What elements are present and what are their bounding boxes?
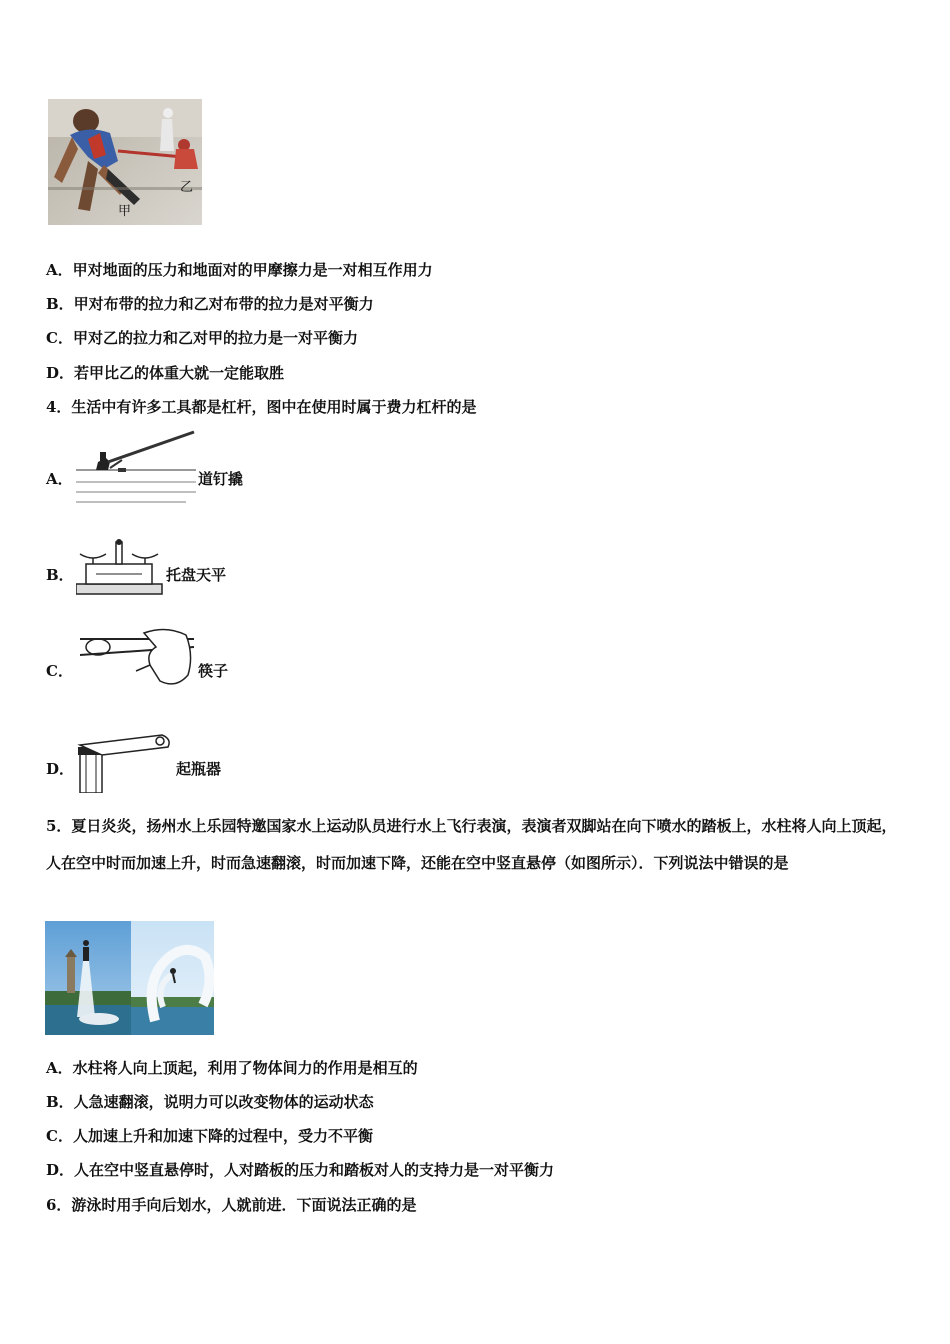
bottle-opener-icon xyxy=(76,731,186,797)
q3-option-b: B．甲对布带的拉力和乙对布带的拉力是对平衡力 xyxy=(46,295,374,313)
q5-option-a: A．水柱将人向上顶起，利用了物体间力的作用是相互的 xyxy=(46,1059,418,1077)
q5-option-c: C．人加速上升和加速下降的过程中，受力不平衡 xyxy=(46,1127,373,1145)
q5-stem: 5．夏日炎炎，扬州水上乐园特邀国家水上运动队员进行水上飞行表演，表演者双脚站在向下喷水的踏板上，水柱将人向上顶起，人在空中时而加速上升，时而急速翻滚，时而加速下降，还能在空中竖直悬停（如图所示）．下列说法中错误的是 xyxy=(46,817,897,872)
crowbar-icon xyxy=(76,430,201,514)
label-yi: 乙 xyxy=(180,180,194,195)
q4-option-a-name: 道钉撬 xyxy=(198,470,244,488)
q3-option-d: D．若甲比乙的体重大就一定能取胜 xyxy=(46,364,285,382)
q4-option-b-name: 托盘天平 xyxy=(166,566,227,584)
q4-option-d-name: 起瓶器 xyxy=(176,760,222,778)
q4-option-d xyxy=(46,725,346,795)
balance-icon xyxy=(76,538,166,602)
q5-option-d: D．人在空中竖直悬停时，人对踏板的压力和踏板对人的支持力是一对平衡力 xyxy=(46,1161,555,1179)
q4-stem: 4．生活中有许多工具都是杠杆，图中在使用时属于费力杠杆的是 xyxy=(46,398,477,416)
q4-option-a xyxy=(46,430,346,500)
q3-option-a: A．甲对地面的压力和地面对的甲摩擦力是一对相互作用力 xyxy=(46,261,433,279)
q4-option-b xyxy=(46,530,346,600)
label-jia: 甲 xyxy=(118,204,132,219)
q4-option-a-letter: A． xyxy=(46,470,73,488)
q6-stem: 6．游泳时用手向后划水，人就前进．下面说法正确的是 xyxy=(46,1196,417,1214)
q3-option-c: C．甲对乙的拉力和乙对甲的拉力是一对平衡力 xyxy=(46,329,358,347)
q4-option-c-name: 筷子 xyxy=(198,662,229,680)
q4-option-c xyxy=(46,625,346,695)
q4-option-b-letter: B． xyxy=(46,566,74,584)
chopsticks-icon xyxy=(76,625,206,699)
q4-option-c-letter: C． xyxy=(46,662,73,680)
water-flyboard-photo xyxy=(45,921,214,1035)
tug-of-war-photo xyxy=(48,99,202,225)
q5-option-b: B．人急速翻滚，说明力可以改变物体的运动状态 xyxy=(46,1093,374,1111)
q4-option-d-letter: D． xyxy=(46,760,75,778)
